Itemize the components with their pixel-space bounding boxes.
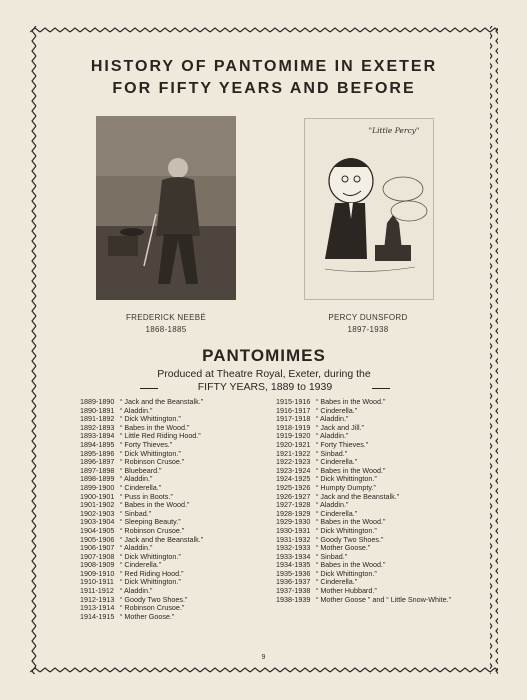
pantomime-title: “ Humpty Dumpty.” (316, 482, 376, 492)
season-years: 1910-1911 (80, 577, 114, 587)
page-number: 9 (261, 654, 266, 661)
section-title: PANTOMIMES (202, 346, 326, 365)
pantomime-title: “ Aladdin.” (316, 431, 349, 441)
pantomime-title: “ Forty Thieves.” (120, 439, 173, 449)
pantomime-title: “ Aladdin.” (316, 414, 349, 424)
caption-percy-dunsford (292, 312, 444, 336)
pantomime-title: “ Jack and the Beanstalk.” (120, 397, 204, 406)
season-years: 1902-1903 (80, 508, 115, 518)
season-years: 1916-1917 (276, 405, 311, 415)
portrait-years: 1897-1938 (347, 325, 389, 334)
pantomime-title: “ Jack and the Beanstalk.” (120, 534, 204, 544)
pantomime-title: “ Sinbad.” (120, 508, 152, 518)
pantomime-title: “ Mother Hubbard.” (316, 586, 377, 596)
pantomime-title: “ Sleeping Beauty.” (120, 517, 181, 527)
pantomime-title: “ Babes in the Wood.” (120, 500, 190, 510)
pantomime-title: “ Dick Whittington.” (120, 448, 181, 458)
season-years: 1921-1922 (276, 448, 311, 458)
fifty-years-row (140, 381, 390, 394)
list-item (80, 613, 270, 622)
season-years: 1933-1934 (276, 551, 311, 561)
fifty-years-line: FIFTY YEARS, 1889 to 1939 (197, 381, 333, 393)
right-dash (372, 388, 390, 389)
pantomime-title: “ Goody Two Shoes.” (120, 594, 188, 604)
season-years: 1930-1931 (276, 525, 311, 535)
pantomime-title: “ Aladdin.” (120, 543, 153, 553)
pantomime-title: “ Cinderella.” (120, 560, 162, 570)
pantomime-title: “ Robinson Crusoe.” (120, 525, 185, 535)
photo-frederick-neebe (96, 116, 236, 300)
pantomime-title: “ Aladdin.” (120, 586, 153, 596)
pantomime-list-right (276, 398, 476, 604)
season-years: 1929-1930 (276, 517, 311, 527)
pantomime-title: “ Dick Whittington.” (316, 525, 377, 535)
pantomime-title: “ Babes in the Wood.” (316, 465, 386, 475)
season-years: 1923-1924 (276, 465, 311, 475)
pantomime-title: “ Cinderella.” (316, 508, 358, 518)
pantomime-title: “ Sinbad.” (316, 448, 348, 458)
pantomime-title: “ Dick Whittington.” (316, 474, 377, 484)
title-line-1: HISTORY OF PANTOMIME IN EXETER (90, 58, 438, 75)
pantomime-title: “ Mother Goose.” (316, 543, 371, 553)
season-years: 1897-1898 (80, 465, 115, 475)
pantomime-title: “ Babes in the Wood.” (316, 517, 386, 527)
season-years: 1915-1916 (276, 397, 311, 406)
season-years: 1892-1893 (80, 422, 115, 432)
season-years: 1898-1899 (80, 474, 115, 484)
pantomime-title: “ Puss in Boots.” (120, 491, 173, 501)
pantomime-title: “ Dick Whittington.” (120, 577, 181, 587)
produced-line: Produced at Theatre Royal, Exeter, during the (157, 368, 371, 380)
pantomime-title: “ Aladdin.” (120, 405, 153, 415)
pantomime-title: “ Cinderella.” (316, 405, 358, 415)
pantomime-title: “ Robinson Crusoe.” (120, 457, 185, 467)
season-years: 1913-1914 (80, 603, 115, 613)
pantomime-title: “ Mother Goose.” (120, 611, 175, 621)
season-years: 1924-1925 (276, 474, 311, 484)
season-years: 1907-1908 (80, 551, 115, 561)
season-years: 1927-1928 (276, 500, 311, 510)
season-years: 1925-1926 (276, 482, 311, 492)
pantomime-title: “ Red Riding Hood.” (120, 568, 184, 578)
season-years: 1914-1915 (80, 611, 115, 621)
season-years: 1893-1894 (80, 431, 115, 441)
season-years: 1906-1907 (80, 543, 115, 553)
season-years: 1900-1901 (80, 491, 115, 501)
season-years: 1917-1918 (276, 414, 311, 424)
pantomime-title: “ Babes in the Wood.” (120, 422, 190, 432)
pantomime-title: “ Little Red Riding Hood.” (120, 431, 201, 441)
portrait-years: 1868-1885 (145, 325, 187, 334)
season-years: 1922-1923 (276, 457, 311, 467)
pantomime-title: “ Goody Two Shoes.” (316, 534, 384, 544)
season-years: 1932-1933 (276, 543, 311, 553)
season-years: 1926-1927 (276, 491, 311, 501)
pantomime-title: “ Cinderella.” (316, 577, 358, 587)
caption-frederick-neebe (90, 312, 242, 336)
pantomime-title: “ Jack and the Beanstalk.” (316, 491, 400, 501)
season-years: 1903-1904 (80, 517, 115, 527)
season-years: 1936-1937 (276, 577, 311, 587)
portrait-name: FREDERICK NEEBÉ (125, 313, 207, 322)
season-years: 1934-1935 (276, 560, 311, 570)
season-years: 1938-1939 (276, 594, 311, 604)
title-line-2: FOR FIFTY YEARS AND BEFORE (112, 80, 416, 97)
season-years: 1918-1919 (276, 422, 311, 432)
pantomime-list-left (80, 398, 270, 621)
pantomime-title: “ Robinson Crusoe.” (120, 603, 185, 613)
portrait-photo-image (96, 116, 236, 300)
season-years: 1895-1896 (80, 448, 115, 458)
season-years: 1890-1891 (80, 405, 115, 415)
season-years: 1909-1910 (80, 568, 115, 578)
season-years: 1912-1913 (80, 594, 115, 604)
programme-page (30, 26, 498, 674)
season-years: 1894-1895 (80, 439, 115, 449)
pantomime-title: “ Dick Whittington.” (316, 568, 377, 578)
pantomime-title: “ Babes in the Wood.” (316, 397, 386, 406)
season-years: 1891-1892 (80, 414, 115, 424)
portrait-name: PERCY DUNSFORD (328, 313, 408, 322)
pantomime-title: “ Jack and Jill.” (316, 422, 364, 432)
cartoon-percy-dunsford (304, 118, 434, 300)
caricature-image (305, 119, 433, 299)
page-title (30, 56, 498, 100)
season-years: 1905-1906 (80, 534, 115, 544)
pantomime-title: “ Dick Whittington.” (120, 414, 181, 424)
pantomime-title: “ Cinderella.” (316, 457, 358, 467)
season-years: 1937-1938 (276, 586, 311, 596)
season-years: 1908-1909 (80, 560, 115, 570)
list-item (276, 596, 476, 605)
season-years: 1896-1897 (80, 457, 115, 467)
season-years: 1935-1936 (276, 568, 311, 578)
pantomime-title: “ Babes in the Wood.” (316, 560, 386, 570)
pantomime-title: “ Aladdin.” (120, 474, 153, 484)
pantomime-title: “ Bluebeard.” (120, 465, 162, 475)
pantomime-title: “ Sinbad.” (316, 551, 348, 561)
season-years: 1911-1912 (80, 586, 114, 596)
pantomime-title: “ Dick Whittington.” (120, 551, 181, 561)
pantomime-title: “ Cinderella.” (120, 482, 162, 492)
season-years: 1901-1902 (80, 500, 115, 510)
season-years: 1899-1900 (80, 482, 115, 492)
season-years: 1889-1890 (80, 397, 115, 406)
left-dash (140, 388, 158, 389)
season-years: 1928-1929 (276, 508, 311, 518)
pantomime-title: “ Forty Thieves.” (316, 439, 369, 449)
cartoon-caption: "Little Percy" (368, 126, 420, 135)
season-years: 1904-1905 (80, 525, 115, 535)
season-years: 1920-1921 (276, 439, 311, 449)
season-years: 1931-1932 (276, 534, 311, 544)
pantomime-title: “ Aladdin.” (316, 500, 349, 510)
season-years: 1919-1920 (276, 431, 311, 441)
pantomime-title: “ Mother Goose ” and “ Little Snow-White.” (316, 594, 452, 604)
